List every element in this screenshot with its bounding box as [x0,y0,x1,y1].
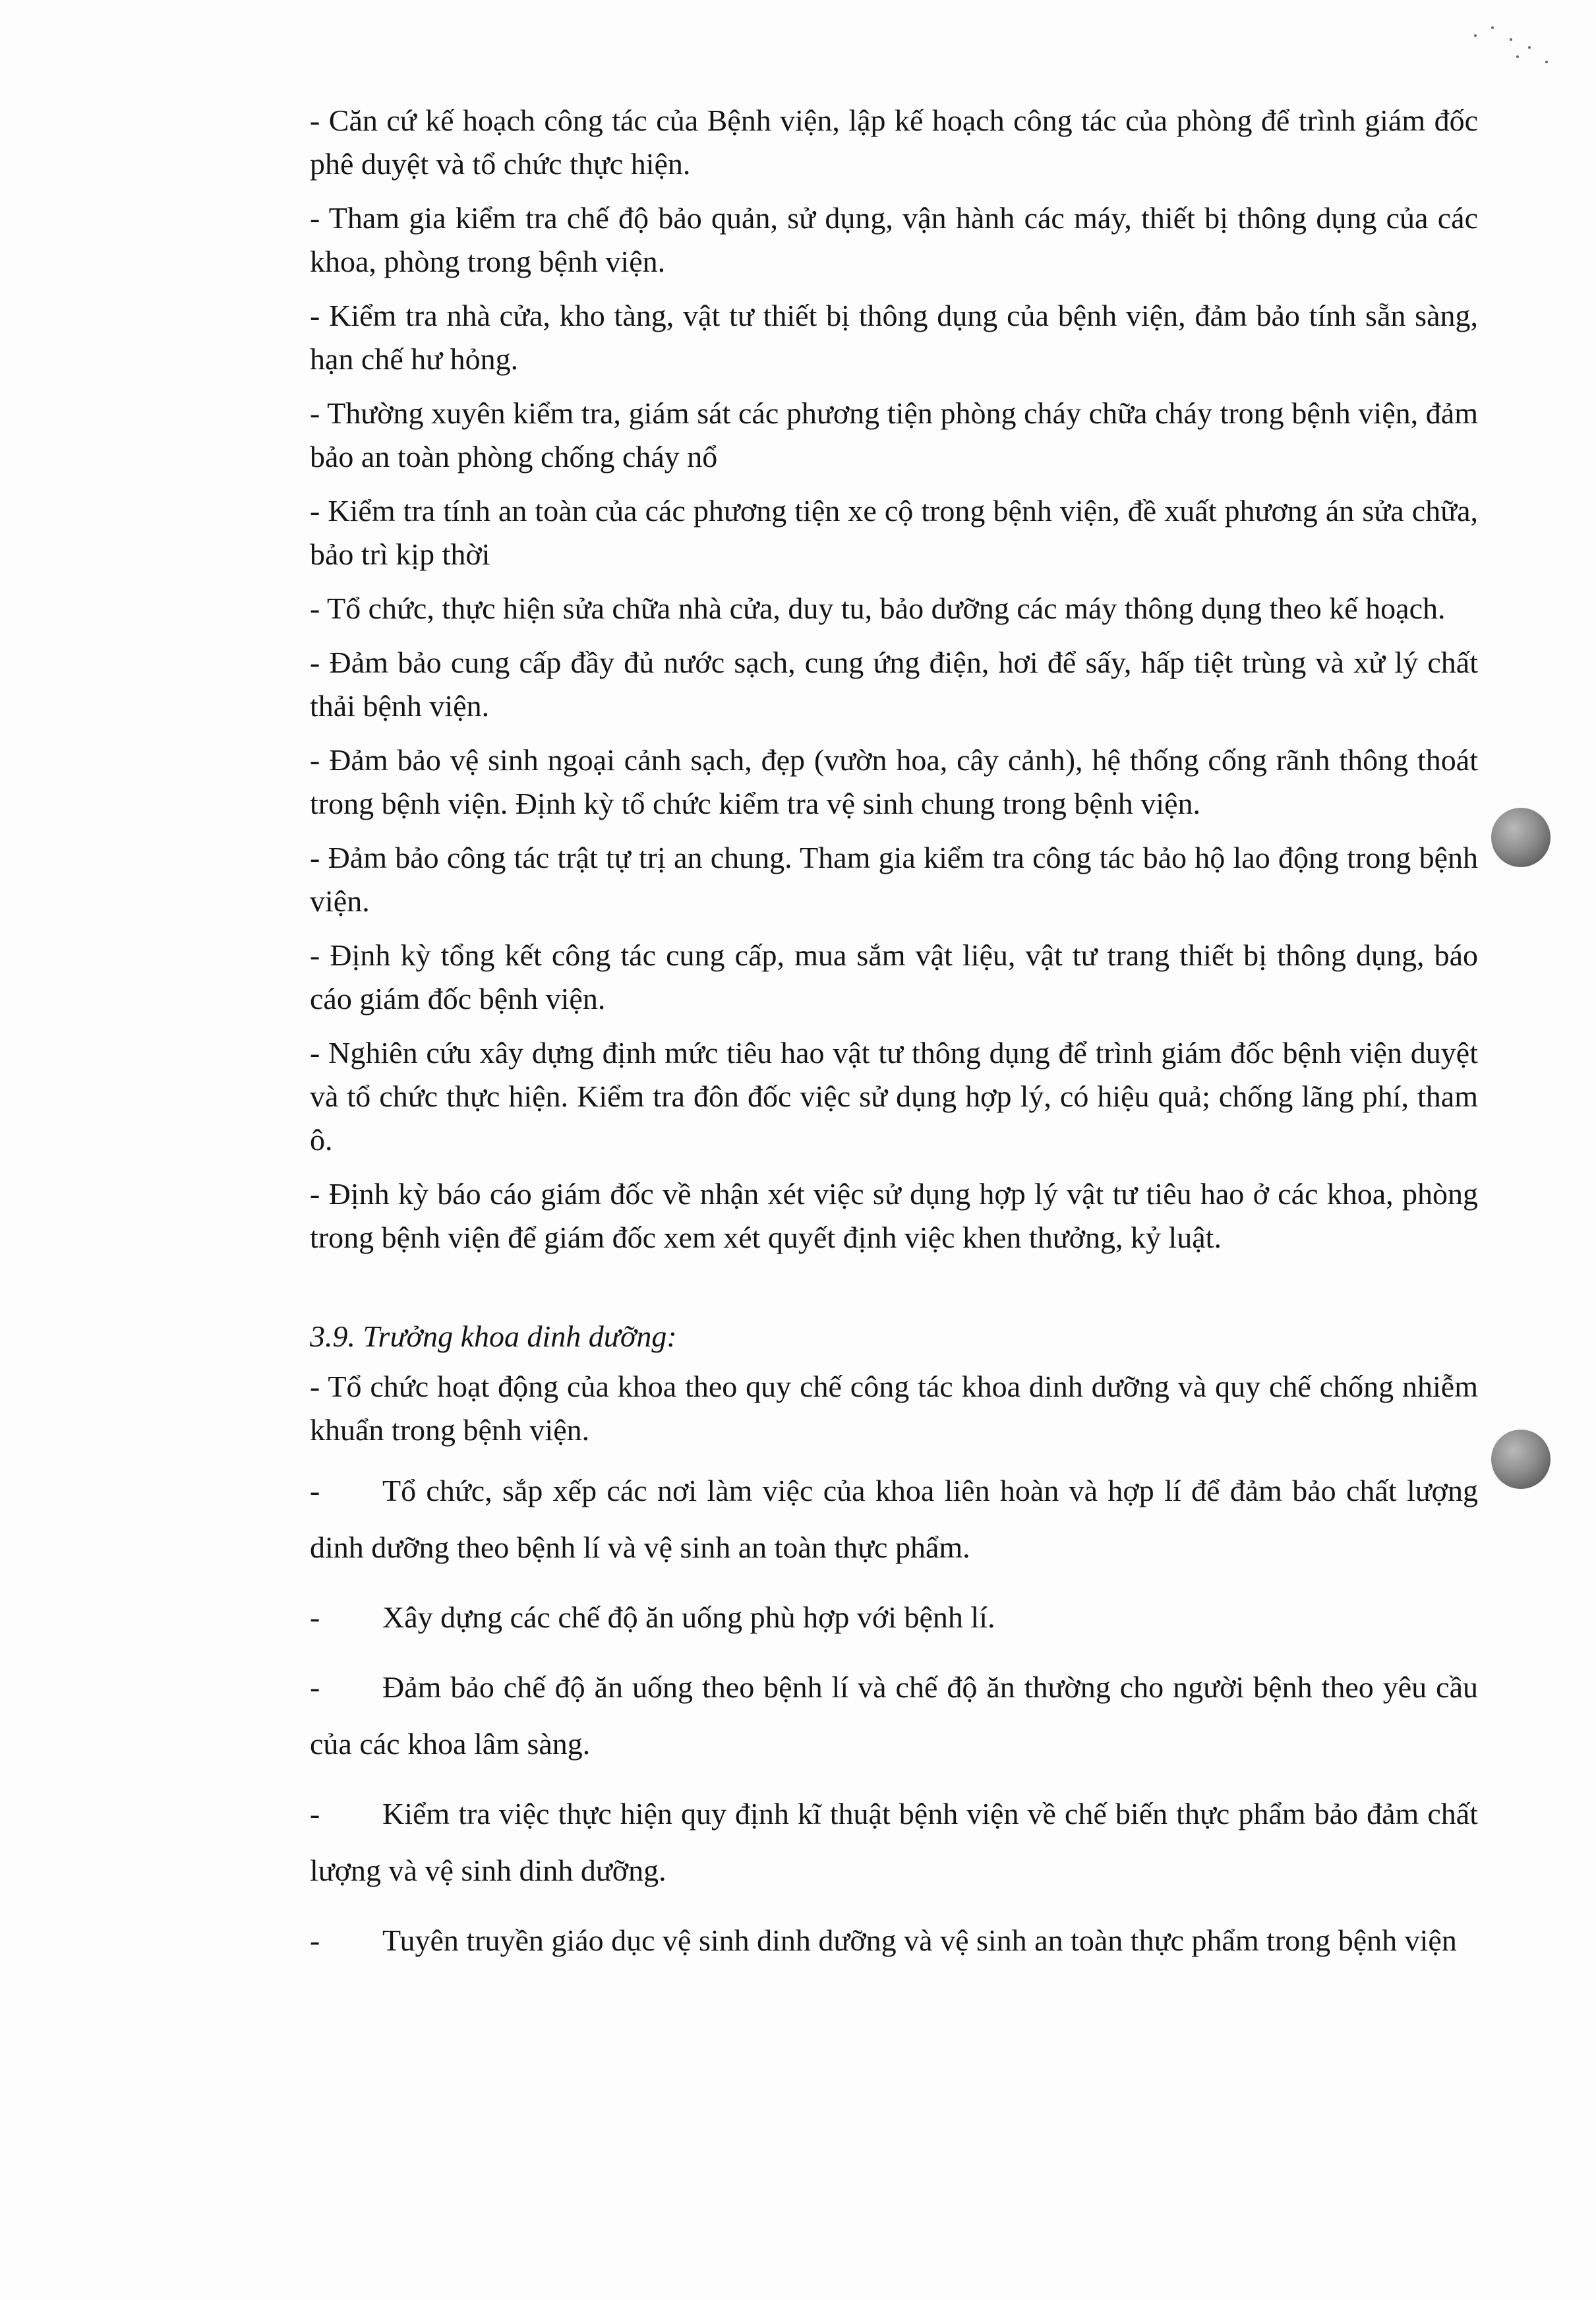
paragraph: - Kiểm tra nhà cửa, kho tàng, vật tư thiết bị thông dụng của bệnh viện, đảm bảo tính sẵn sàng, hạn chế hư hỏng. [310,299,1478,376]
paragraph: - Kiểm tra tính an toàn của các phương tiện xe cộ trong bệnh viện, đề xuất phương án sửa chữa, bảo trì kịp thời [310,494,1478,571]
list-item [310,1589,1478,1646]
scan-speck [1491,26,1494,29]
paragraph: - Đảm bảo công tác trật tự trị an chung. Tham gia kiểm tra công tác bảo hộ lao động trong bệnh viện. [310,841,1478,918]
paragraph: - Tổ chức, thực hiện sửa chữa nhà cửa, duy tu, bảo dưỡng các máy thông dụng theo kế hoạch. [310,591,1446,625]
list-dash: - [310,1474,320,1507]
paragraph: - Đảm bảo vệ sinh ngoại cảnh sạch, đẹp (vườn hoa, cây cảnh), hệ thống cống rãnh thông thoát trong bệnh viện. Định kỳ tổ chức kiểm tra vệ sinh chung trong bệnh viện. [310,743,1478,820]
scan-speck [1528,46,1531,49]
document-body [310,99,1478,1982]
list-item [310,1786,1478,1899]
scan-speck [1474,34,1477,37]
paragraph: - Định kỳ báo cáo giám đốc về nhận xét việc sử dụng hợp lý vật tư tiêu hao ở các khoa, phòng trong bệnh viện để giám đốc xem xét quyết định việc khen thưởng, kỷ luật. [310,1177,1478,1254]
paragraph: - Nghiên cứu xây dựng định mức tiêu hao vật tư thông dụng để trình giám đốc bệnh viện duyệt và tổ chức thực hiện. Kiểm tra đôn đốc việc sử dụng hợp lý, có hiệu quả; chống lãng phí, tham ô. [310,1036,1478,1157]
list-item [310,1463,1478,1576]
list-item-text: Kiểm tra việc thực hiện quy định kĩ thuật bệnh viện về chế biến thực phẩm bảo đảm chất lượng và vệ sinh dinh dưỡng. [310,1797,1478,1887]
punch-hole [1491,1430,1551,1489]
paragraph: - Tham gia kiểm tra chế độ bảo quản, sử dụng, vận hành các máy, thiết bị thông dụng của các khoa, phòng trong bệnh viện. [310,201,1478,278]
scan-speck [1510,38,1512,41]
list-dash: - [310,1923,320,1957]
list-item-text: Tổ chức, sắp xếp các nơi làm việc của khoa liên hoàn và hợp lí để đảm bảo chất lượng dinh dưỡng theo bệnh lí và vệ sinh an toàn thực phẩm. [310,1474,1478,1564]
paragraph: - Thường xuyên kiểm tra, giám sát các phương tiện phòng cháy chữa cháy trong bệnh viện, đảm bảo an toàn phòng chống cháy nổ [310,396,1478,473]
paragraph: - Đảm bảo cung cấp đầy đủ nước sạch, cung ứng điện, hơi để sấy, hấp tiệt trùng và xử lý chất thải bệnh viện. [310,646,1478,723]
list-item [310,1912,1478,1969]
paragraph: - Định kỳ tổng kết công tác cung cấp, mua sắm vật liệu, vật tư trang thiết bị thông dụng, báo cáo giám đốc bệnh viện. [310,938,1478,1015]
punch-hole [1491,808,1551,867]
list-item-text: Tuyên truyền giáo dục vệ sinh dinh dưỡng và vệ sinh an toàn thực phẩm trong bệnh viện [382,1923,1457,1957]
section-heading: 3.9. Trưởng khoa dinh dưỡng: [310,1319,677,1353]
list-item-text: Xây dựng các chế độ ăn uống phù hợp với bệnh lí. [382,1600,995,1634]
section-intro: - Tổ chức hoạt động của khoa theo quy chế công tác khoa dinh dưỡng và quy chế chống nhiễm khuẩn trong bệnh viện. [310,1370,1478,1447]
paragraph: - Căn cứ kế hoạch công tác của Bệnh viện, lập kế hoạch công tác của phòng để trình giám đốc phê duyệt và tổ chức thực hiện. [310,104,1478,181]
list-item [310,1659,1478,1772]
scan-speck [1516,55,1519,58]
list-dash: - [310,1600,320,1634]
scan-speck [1545,61,1548,63]
list-item-text: Đảm bảo chế độ ăn uống theo bệnh lí và chế độ ăn thường cho người bệnh theo yêu cầu của các khoa lâm sàng. [310,1670,1478,1761]
list-dash: - [310,1670,320,1704]
list-dash: - [310,1797,320,1831]
